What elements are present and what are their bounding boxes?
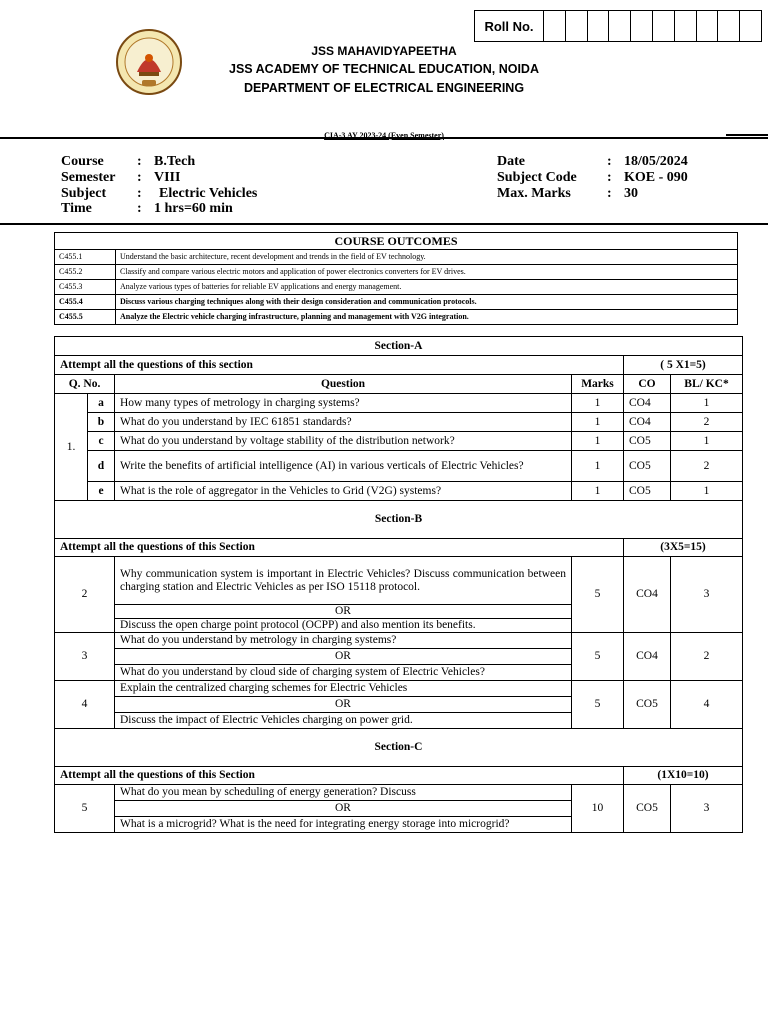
or-separator: OR <box>115 649 572 665</box>
colon: : <box>137 170 142 185</box>
section-a-row <box>55 337 743 356</box>
instruction-row <box>55 767 743 785</box>
question-text: How many types of metrology in charging systems? <box>115 394 572 413</box>
table-row <box>55 265 738 280</box>
question-bl: 1 <box>671 432 743 451</box>
colon: : <box>137 201 142 216</box>
roll-digit-cell <box>697 11 719 41</box>
instruction-row <box>55 539 743 557</box>
question-co: CO4 <box>624 633 671 681</box>
marks-header: Marks <box>572 375 624 394</box>
question-co: CO5 <box>624 785 671 833</box>
table-row <box>55 413 743 432</box>
colon: : <box>137 154 142 169</box>
date-value: 18/05/2024 <box>624 154 688 169</box>
sub-question-letter: e <box>88 482 115 501</box>
question-marks: 1 <box>572 413 624 432</box>
question-marks: 1 <box>572 432 624 451</box>
question-bl: 3 <box>671 557 743 633</box>
question-co: CO5 <box>624 451 671 482</box>
bl-header: BL/ KC* <box>671 375 743 394</box>
question-text: Write the benefits of artificial intelligence (AI) in various verticals of Electric Vehicles? <box>115 451 572 482</box>
question-text: What do you understand by IEC 61851 standards? <box>115 413 572 432</box>
roll-digit-cell <box>631 11 653 41</box>
table-row <box>55 432 743 451</box>
question-co: CO5 <box>624 432 671 451</box>
section-marks: ( 5 X1=5) <box>624 356 743 375</box>
co-code: C455.1 <box>55 250 116 265</box>
sub-question-letter: d <box>88 451 115 482</box>
colon: : <box>607 186 612 201</box>
question-co: CO4 <box>624 413 671 432</box>
table-row <box>55 482 743 501</box>
subject-code-key: Subject Code <box>497 170 577 185</box>
section-b-row <box>55 501 743 539</box>
question-text: What do you understand by metrology in charging systems? <box>115 633 572 649</box>
course-outcomes-table <box>54 232 738 325</box>
question-co: CO4 <box>624 557 671 633</box>
question-text: What do you understand by cloud side of charging system of Electric Vehicles? <box>115 665 572 681</box>
co-code: C455.2 <box>55 265 116 280</box>
section-marks: (3X5=15) <box>624 539 743 557</box>
section-title: Section-C <box>55 729 743 767</box>
course-value: B.Tech <box>154 154 196 169</box>
colon: : <box>607 154 612 169</box>
question-number: 5 <box>55 785 115 833</box>
co-text: Analyze the Electric vehicle charging infrastructure, planning and management with V2G integration. <box>116 310 738 325</box>
question-bl: 4 <box>671 681 743 729</box>
question-marks: 5 <box>572 681 624 729</box>
table-row <box>55 681 743 697</box>
exam-title: CIA-3 AY 2023-24 (Even Semester) <box>324 131 444 140</box>
table-row <box>55 250 738 265</box>
sub-question-letter: c <box>88 432 115 451</box>
roll-number-box <box>474 10 762 42</box>
table-row <box>55 557 743 605</box>
question-text: Why communication system is important in Electric Vehicles? Discuss communication between charging station and Electric Vehicles as per ISO 15118 protocol. <box>115 557 572 605</box>
roll-digit-cell <box>609 11 631 41</box>
question-number: 2 <box>55 557 115 633</box>
co-text: Understand the basic architecture, recent development and trends in the field of EV technology. <box>116 250 738 265</box>
section-instruction: Attempt all the questions of this section <box>55 356 624 375</box>
or-separator: OR <box>115 801 572 817</box>
co-text: Classify and compare various electric motors and application of power electronics converters for EV drives. <box>116 265 738 280</box>
table-row <box>55 310 738 325</box>
semester-key: Semester <box>61 170 116 185</box>
section-c-row <box>55 729 743 767</box>
question-co: CO5 <box>624 681 671 729</box>
semester-value: VIII <box>154 170 181 185</box>
time-value: 1 hrs=60 min <box>154 201 233 216</box>
question-marks: 5 <box>572 557 624 633</box>
roll-digit-cell <box>740 11 761 41</box>
colon: : <box>137 186 142 201</box>
divider <box>0 223 768 225</box>
question-text: What do you understand by voltage stability of the distribution network? <box>115 432 572 451</box>
section-instruction: Attempt all the questions of this Section <box>55 767 624 785</box>
question-co: CO5 <box>624 482 671 501</box>
question-bl: 2 <box>671 633 743 681</box>
or-separator: OR <box>115 605 572 619</box>
course-key: Course <box>61 154 104 169</box>
sub-question-letter: a <box>88 394 115 413</box>
co-text: Analyze various types of batteries for reliable EV applications and energy management. <box>116 280 738 295</box>
max-marks-value: 30 <box>624 186 638 201</box>
question-header: Question <box>115 375 572 394</box>
roll-digit-cell <box>544 11 566 41</box>
section-title: Section-A <box>55 337 743 356</box>
question-marks: 1 <box>572 394 624 413</box>
table-row <box>55 451 743 482</box>
question-text: Discuss the open charge point protocol (OCPP) and also mention its benefits. <box>115 619 572 633</box>
table-row <box>55 633 743 649</box>
roll-digit-cell <box>588 11 610 41</box>
colon: : <box>607 170 612 185</box>
question-number: 1. <box>55 394 88 501</box>
column-header-row <box>55 375 743 394</box>
question-marks: 1 <box>572 451 624 482</box>
question-bl: 2 <box>671 413 743 432</box>
institution-parent: JSS MAHAVIDYAPEETHA <box>311 44 457 58</box>
or-separator: OR <box>115 697 572 713</box>
section-marks: (1X10=10) <box>624 767 743 785</box>
qno-header: Q. No. <box>55 375 115 394</box>
question-text: Discuss the impact of Electric Vehicles charging on power grid. <box>115 713 572 729</box>
question-number: 4 <box>55 681 115 729</box>
roll-digit-cell <box>566 11 588 41</box>
question-bl: 1 <box>671 482 743 501</box>
divider <box>726 134 768 136</box>
date-key: Date <box>497 154 525 169</box>
subject-key: Subject <box>61 186 107 201</box>
question-co: CO4 <box>624 394 671 413</box>
sub-question-letter: b <box>88 413 115 432</box>
question-marks: 1 <box>572 482 624 501</box>
time-key: Time <box>61 201 92 216</box>
table-row <box>55 295 738 310</box>
institution-name: JSS ACADEMY OF TECHNICAL EDUCATION, NOIDA <box>229 62 539 76</box>
instruction-row <box>55 356 743 375</box>
table-row <box>55 785 743 801</box>
question-text: What do you mean by scheduling of energy generation? Discuss <box>115 785 572 801</box>
question-text: What is the role of aggregator in the Vehicles to Grid (V2G) systems? <box>115 482 572 501</box>
co-header: CO <box>624 375 671 394</box>
max-marks-key: Max. Marks <box>497 186 571 201</box>
co-code: C455.4 <box>55 295 116 310</box>
section-instruction: Attempt all the questions of this Section <box>55 539 624 557</box>
table-row <box>55 394 743 413</box>
roll-number-label: Roll No. <box>475 11 544 41</box>
co-code: C455.5 <box>55 310 116 325</box>
subject-value: Electric Vehicles <box>159 186 258 201</box>
question-bl: 2 <box>671 451 743 482</box>
department-name: DEPARTMENT OF ELECTRICAL ENGINEERING <box>243 81 525 95</box>
question-bl: 1 <box>671 394 743 413</box>
exam-info <box>0 154 768 218</box>
question-text: What is a microgrid? What is the need for integrating energy storage into microgrid? <box>115 817 572 833</box>
roll-digit-cell <box>718 11 740 41</box>
question-table <box>54 336 743 833</box>
section-title: Section-B <box>55 501 743 539</box>
co-code: C455.3 <box>55 280 116 295</box>
question-number: 3 <box>55 633 115 681</box>
subject-code-value: KOE - 090 <box>624 170 688 185</box>
roll-digit-cell <box>653 11 675 41</box>
question-marks: 10 <box>572 785 624 833</box>
table-row <box>55 280 738 295</box>
course-outcomes-title: COURSE OUTCOMES <box>55 233 738 250</box>
co-text: Discuss various charging techniques along with their design consideration and communication protocols. <box>116 295 738 310</box>
roll-digit-cell <box>675 11 697 41</box>
question-marks: 5 <box>572 633 624 681</box>
question-bl: 3 <box>671 785 743 833</box>
divider <box>0 137 768 139</box>
question-text: Explain the centralized charging schemes for Electric Vehicles <box>115 681 572 697</box>
